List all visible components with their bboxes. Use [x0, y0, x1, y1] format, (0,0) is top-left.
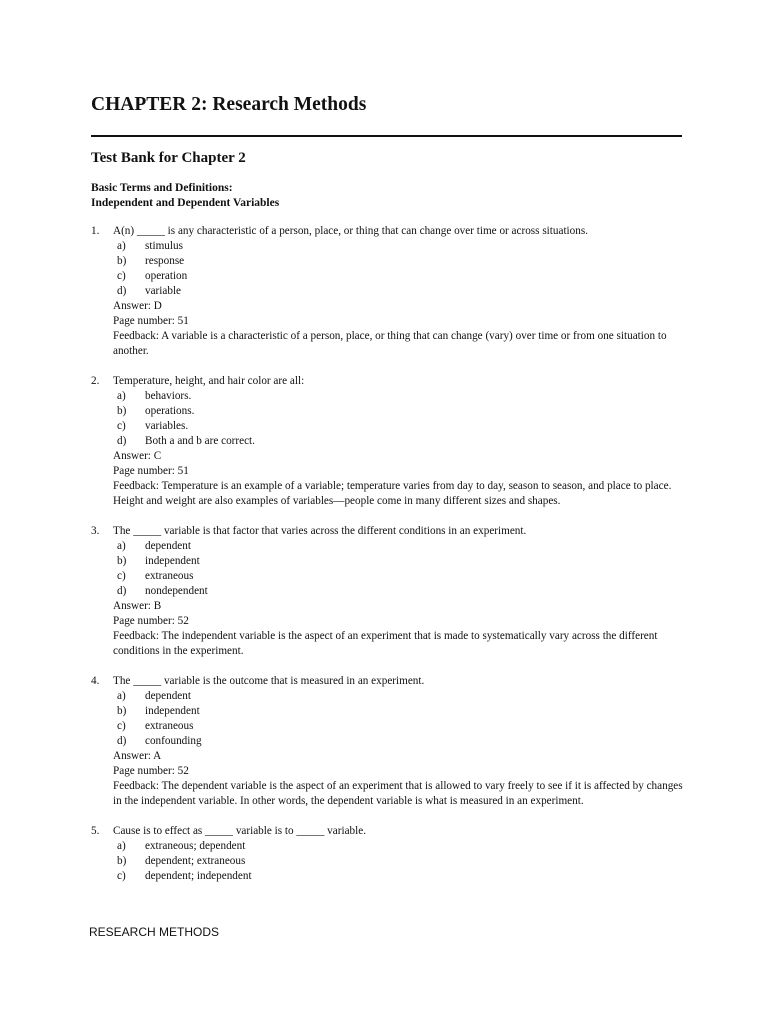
- option-a: [117, 389, 691, 404]
- option-text: dependent: [145, 690, 191, 702]
- question-number: 2.: [91, 375, 100, 387]
- option-list: [113, 389, 691, 449]
- option-text: extraneous: [145, 720, 194, 732]
- title-rule: [91, 135, 682, 137]
- option-text: variable: [145, 285, 182, 297]
- question-text: Temperature, height, and hair color are all:: [113, 375, 305, 387]
- question-1: [91, 224, 691, 359]
- option-b: [117, 404, 691, 419]
- option-letter: c): [117, 270, 126, 282]
- option-d: [117, 434, 691, 449]
- section-heading: [91, 181, 279, 211]
- option-text: independent: [145, 705, 200, 717]
- option-letter: a): [117, 240, 126, 252]
- question-list: [91, 224, 691, 899]
- option-c: [117, 569, 691, 584]
- option-letter: c): [117, 870, 126, 882]
- option-list: [113, 239, 691, 299]
- question-number: 5.: [91, 825, 100, 837]
- page-number-line: Page number: 51: [113, 315, 189, 327]
- option-text: dependent; independent: [145, 870, 252, 882]
- option-letter: b): [117, 705, 127, 717]
- option-text: confounding: [145, 735, 202, 747]
- question-2: [91, 374, 691, 509]
- question-3: [91, 524, 691, 659]
- question-body: [113, 224, 691, 359]
- option-letter: d): [117, 735, 127, 747]
- option-text: extraneous; dependent: [145, 840, 246, 852]
- option-text: dependent: [145, 540, 191, 552]
- option-text: behaviors.: [145, 390, 192, 402]
- question-text: Cause is to effect as _____ variable is to _____ variable.: [113, 825, 366, 837]
- option-b: [117, 854, 691, 869]
- answer-line: Answer: B: [113, 600, 162, 612]
- test-bank-title: Test Bank for Chapter 2: [91, 150, 246, 166]
- option-d: [117, 584, 691, 599]
- option-b: [117, 704, 691, 719]
- feedback-line: Feedback: A variable is a characteristic of a person, place, or thing that can change (vary) over time or from one situation to another.: [113, 330, 667, 357]
- option-text: Both a and b are correct.: [145, 435, 255, 447]
- question-text: The _____ variable is that factor that varies across the different conditions in an experiment.: [113, 525, 527, 537]
- page-number-line: Page number: 52: [113, 615, 189, 627]
- question-body: [113, 374, 691, 509]
- question-body: [113, 524, 691, 659]
- option-a: [117, 689, 691, 704]
- option-text: operation: [145, 270, 188, 282]
- question-number: 3.: [91, 525, 100, 537]
- option-list: [113, 539, 691, 599]
- chapter-title: CHAPTER 2: Research Methods: [91, 94, 367, 115]
- option-list: [113, 689, 691, 749]
- answer-line: Answer: D: [113, 300, 162, 312]
- option-letter: d): [117, 585, 127, 597]
- option-c: [117, 419, 691, 434]
- question-body: [113, 674, 691, 809]
- option-a: [117, 239, 691, 254]
- option-letter: c): [117, 720, 126, 732]
- question-number: 1.: [91, 225, 100, 237]
- option-letter: b): [117, 855, 127, 867]
- option-c: [117, 869, 691, 884]
- question-4: [91, 674, 691, 809]
- option-letter: b): [117, 555, 127, 567]
- running-footer: RESEARCH METHODS: [89, 925, 220, 939]
- page-number-line: Page number: 52: [113, 765, 189, 777]
- option-d: [117, 284, 691, 299]
- option-letter: a): [117, 390, 126, 402]
- question-text: A(n) _____ is any characteristic of a person, place, or thing that can change over time or across situations.: [113, 225, 588, 237]
- option-text: response: [145, 255, 185, 267]
- answer-line: Answer: A: [113, 750, 162, 762]
- option-text: operations.: [145, 405, 195, 417]
- option-text: stimulus: [145, 240, 183, 252]
- answer-line: Answer: C: [113, 450, 162, 462]
- option-b: [117, 554, 691, 569]
- option-d: [117, 734, 691, 749]
- option-c: [117, 719, 691, 734]
- option-letter: c): [117, 420, 126, 432]
- option-text: extraneous: [145, 570, 194, 582]
- question-5: [91, 824, 691, 884]
- option-letter: a): [117, 690, 126, 702]
- option-a: [117, 839, 691, 854]
- option-text: independent: [145, 555, 200, 567]
- option-letter: b): [117, 255, 127, 267]
- question-body: [113, 824, 691, 884]
- question-text: The _____ variable is the outcome that is measured in an experiment.: [113, 675, 425, 687]
- option-letter: d): [117, 435, 127, 447]
- option-a: [117, 539, 691, 554]
- option-letter: a): [117, 840, 126, 852]
- option-list: [113, 839, 691, 884]
- question-number: 4.: [91, 675, 100, 687]
- option-b: [117, 254, 691, 269]
- option-letter: d): [117, 285, 127, 297]
- feedback-line: Feedback: The independent variable is the aspect of an experiment that is made to systematically vary across the different conditions in the experiment.: [113, 630, 658, 657]
- section-heading-line-2: Independent and Dependent Variables: [91, 197, 280, 209]
- option-letter: b): [117, 405, 127, 417]
- section-heading-line-1: Basic Terms and Definitions:: [91, 182, 233, 194]
- page-number-line: Page number: 51: [113, 465, 189, 477]
- feedback-line: Feedback: Temperature is an example of a variable; temperature varies from day to day, season to season, and place to place. Height and weight are also examples of variables—people come in many different sizes and shapes.: [113, 480, 672, 507]
- option-text: variables.: [145, 420, 189, 432]
- option-letter: c): [117, 570, 126, 582]
- option-text: nondependent: [145, 585, 208, 597]
- option-letter: a): [117, 540, 126, 552]
- feedback-line: Feedback: The dependent variable is the aspect of an experiment that is allowed to vary freely to see if it is affected by changes in the independent variable. In other words, the dependent variable is what is measured in an experiment.: [113, 780, 683, 807]
- option-c: [117, 269, 691, 284]
- option-text: dependent; extraneous: [145, 855, 246, 867]
